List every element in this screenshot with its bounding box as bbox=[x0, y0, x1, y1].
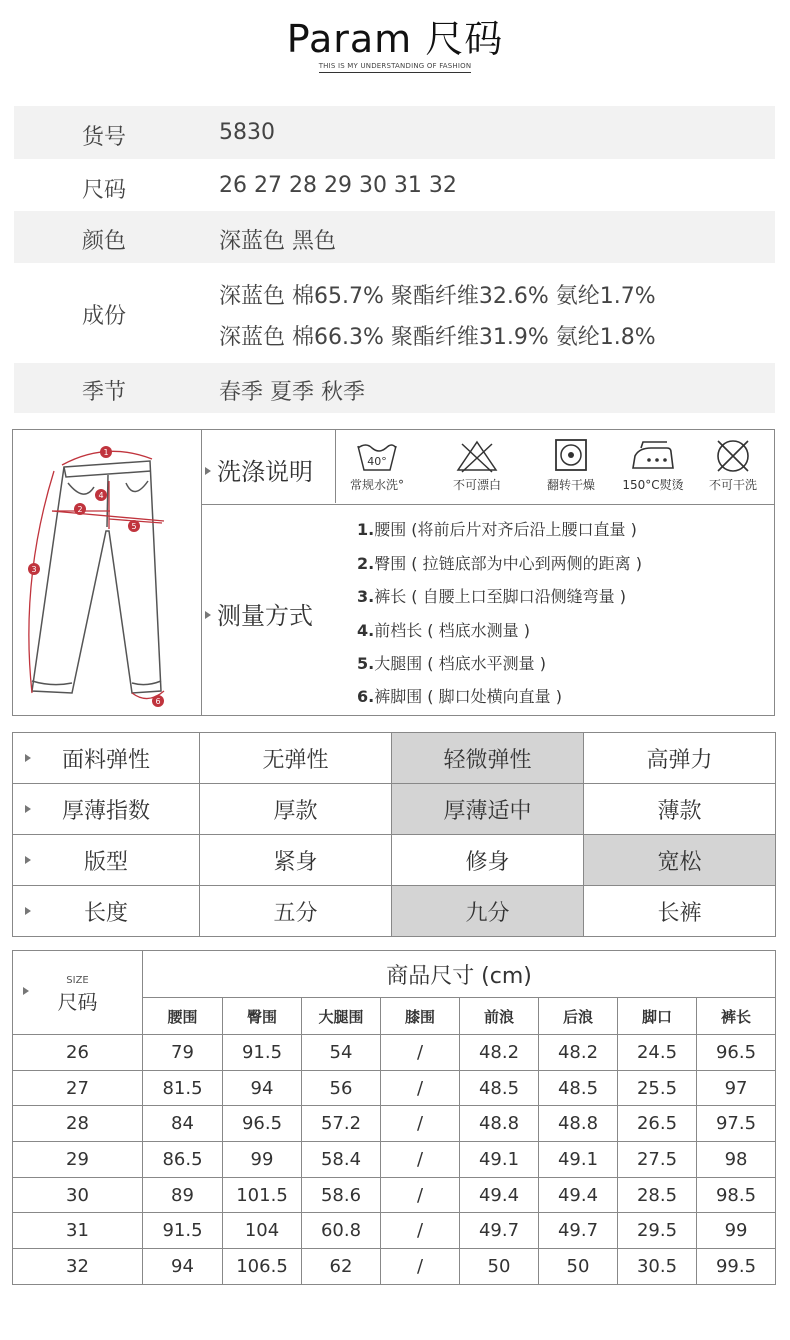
size-value-cell: 89 bbox=[143, 1177, 223, 1213]
size-value-cell: 97.5 bbox=[697, 1106, 776, 1142]
measure-text: 腰围 (将前后片对齐后沿上腰口直量 ) bbox=[374, 520, 637, 539]
measure-title bbox=[205, 596, 313, 631]
size-value-cell: 48.5 bbox=[460, 1070, 539, 1106]
size-label-cell: 29 bbox=[13, 1142, 143, 1178]
triangle-icon bbox=[25, 856, 31, 864]
size-value-cell: 96.5 bbox=[223, 1106, 302, 1142]
measure-num: 2. bbox=[357, 554, 375, 573]
measure-text: 前档长 ( 档底水测量 ) bbox=[374, 621, 530, 640]
size-value-cell: / bbox=[381, 1035, 460, 1071]
size-value-cell: 48.8 bbox=[460, 1106, 539, 1142]
size-value-cell: 98.5 bbox=[697, 1177, 776, 1213]
size-value-cell: 25.5 bbox=[618, 1070, 697, 1106]
size-value-cell: 106.5 bbox=[223, 1249, 302, 1285]
size-value-cell: 60.8 bbox=[302, 1213, 381, 1249]
attribute-option: 长裤 bbox=[584, 886, 776, 937]
tumble-dry-icon bbox=[548, 438, 594, 474]
care-label: 不可漂白 bbox=[452, 478, 501, 492]
table-row bbox=[13, 1035, 776, 1071]
triangle-icon bbox=[25, 805, 31, 813]
size-column-header: 膝围 bbox=[381, 998, 460, 1035]
size-value-cell: 49.1 bbox=[539, 1142, 618, 1178]
size-label-cell: 31 bbox=[13, 1213, 143, 1249]
size-value-cell: 57.2 bbox=[302, 1106, 381, 1142]
size-value-cell: 79 bbox=[143, 1035, 223, 1071]
table-row bbox=[13, 1070, 776, 1106]
size-value-cell: 56 bbox=[302, 1070, 381, 1106]
size-table bbox=[12, 950, 776, 1285]
diagram-marker-4: 4 bbox=[98, 491, 104, 500]
info-label: 季节 bbox=[82, 380, 127, 405]
size-value-cell: 48.5 bbox=[539, 1070, 618, 1106]
care-label: 不可干洗 bbox=[708, 478, 757, 492]
attribute-option: 修身 bbox=[392, 835, 584, 886]
attribute-label bbox=[13, 835, 200, 886]
triangle-icon bbox=[205, 467, 211, 475]
care-label: 翻转干燥 bbox=[546, 478, 595, 492]
care-title-text: 洗涤说明 bbox=[217, 458, 313, 486]
size-value-cell: 49.7 bbox=[460, 1213, 539, 1249]
size-value-cell: 54 bbox=[302, 1035, 381, 1071]
no-dry-clean-icon bbox=[710, 438, 756, 474]
size-value-cell: 99 bbox=[223, 1142, 302, 1178]
table-row bbox=[13, 1177, 776, 1213]
info-value: 深蓝色 棉65.7% 聚酯纤维32.6% 氨纶1.7% bbox=[219, 284, 656, 309]
size-value-cell: 28.5 bbox=[618, 1177, 697, 1213]
size-value-cell: 104 bbox=[223, 1213, 302, 1249]
info-row-color bbox=[14, 211, 775, 263]
measure-text: 臀围 ( 拉链底部为中心到两侧的距离 ) bbox=[374, 554, 642, 573]
size-value-cell: / bbox=[381, 1070, 460, 1106]
info-value-2: 深蓝色 棉66.3% 聚酯纤维31.9% 氨纶1.8% bbox=[219, 325, 656, 350]
size-value-cell: / bbox=[381, 1177, 460, 1213]
info-label: 货号 bbox=[82, 125, 127, 150]
diagram-marker-2: 2 bbox=[77, 505, 83, 514]
measure-item bbox=[357, 684, 562, 707]
measure-title-text: 测量方式 bbox=[217, 602, 313, 630]
table-row bbox=[13, 1142, 776, 1178]
measure-item bbox=[357, 551, 642, 574]
size-value-cell: 26.5 bbox=[618, 1106, 697, 1142]
size-value-cell: 91.5 bbox=[223, 1035, 302, 1071]
table-row bbox=[13, 1106, 776, 1142]
triangle-icon bbox=[25, 754, 31, 762]
care-item-wash bbox=[337, 438, 417, 493]
divider bbox=[335, 430, 336, 503]
size-header-en: SIZE bbox=[66, 974, 89, 986]
care-label: 常规水洗° bbox=[349, 478, 404, 492]
attribute-row bbox=[13, 784, 776, 835]
attribute-option: 厚款 bbox=[200, 784, 392, 835]
measure-text: 大腿围 ( 档底水平测量 ) bbox=[374, 654, 546, 673]
care-item-no-bleach bbox=[437, 438, 517, 493]
measure-text: 裤长 ( 自腰上口至脚口沿侧缝弯量 ) bbox=[374, 587, 626, 606]
size-value-cell: 29.5 bbox=[618, 1213, 697, 1249]
size-value-cell: 99 bbox=[697, 1213, 776, 1249]
size-value-cell: 98 bbox=[697, 1142, 776, 1178]
diagram-marker-1: 1 bbox=[103, 448, 109, 457]
attribute-option: 轻微弹性 bbox=[392, 733, 584, 784]
measure-num: 4. bbox=[357, 621, 375, 640]
attribute-label bbox=[13, 784, 200, 835]
attribute-label-text: 长度 bbox=[83, 900, 128, 926]
attribute-option: 五分 bbox=[200, 886, 392, 937]
attribute-row bbox=[13, 835, 776, 886]
attribute-option: 厚薄适中 bbox=[392, 784, 584, 835]
info-value: 春季 夏季 秋季 bbox=[219, 380, 365, 405]
measure-item bbox=[357, 651, 546, 674]
size-value-cell: 97 bbox=[697, 1070, 776, 1106]
attribute-option: 九分 bbox=[392, 886, 584, 937]
attribute-label-text: 面料弹性 bbox=[61, 747, 150, 773]
size-value-cell: / bbox=[381, 1106, 460, 1142]
attribute-row bbox=[13, 886, 776, 937]
page-subtitle bbox=[0, 62, 790, 70]
measure-item bbox=[357, 517, 637, 540]
size-value-cell: 49.7 bbox=[539, 1213, 618, 1249]
attribute-option: 宽松 bbox=[584, 835, 776, 886]
size-value-cell: 58.6 bbox=[302, 1177, 381, 1213]
measure-num: 5. bbox=[357, 654, 375, 673]
wash-temp-text: 40° bbox=[367, 455, 387, 468]
no-bleach-icon bbox=[454, 438, 500, 474]
size-column-header: 裤长 bbox=[697, 998, 776, 1035]
size-column-header: 腰围 bbox=[143, 998, 223, 1035]
attribute-label bbox=[13, 733, 200, 784]
size-column-header: 臀围 bbox=[223, 998, 302, 1035]
info-value: 26 27 28 29 30 31 32 bbox=[219, 173, 457, 198]
info-label: 尺码 bbox=[82, 178, 127, 203]
size-value-cell: 48.2 bbox=[539, 1035, 618, 1071]
measure-num: 3. bbox=[357, 587, 375, 606]
measure-item bbox=[357, 618, 530, 641]
triangle-icon bbox=[25, 907, 31, 915]
attribute-option: 无弹性 bbox=[200, 733, 392, 784]
size-label-cell: 28 bbox=[13, 1106, 143, 1142]
page-title: Param 尺码 bbox=[286, 17, 504, 61]
size-value-cell: 62 bbox=[302, 1249, 381, 1285]
info-label: 颜色 bbox=[82, 229, 127, 254]
table-row bbox=[13, 1213, 776, 1249]
size-value-cell: 50 bbox=[539, 1249, 618, 1285]
size-column-header: 后浪 bbox=[539, 998, 618, 1035]
attribute-option: 薄款 bbox=[584, 784, 776, 835]
diagram-marker-5: 5 bbox=[131, 522, 137, 531]
table-row bbox=[13, 1249, 776, 1285]
measure-num: 1. bbox=[357, 520, 375, 539]
size-value-cell: 94 bbox=[143, 1249, 223, 1285]
divider bbox=[201, 504, 774, 505]
care-item-no-dry-clean bbox=[693, 438, 773, 493]
measure-item bbox=[357, 584, 626, 607]
care-item-iron bbox=[613, 438, 693, 493]
info-row-season bbox=[14, 363, 775, 413]
care-item-tumble-dry bbox=[531, 438, 611, 493]
measure-text: 裤脚围 ( 脚口处横向直量 ) bbox=[374, 687, 562, 706]
size-value-cell: 24.5 bbox=[618, 1035, 697, 1071]
size-column-header: 大腿围 bbox=[302, 998, 381, 1035]
attribute-option: 高弹力 bbox=[584, 733, 776, 784]
divider bbox=[201, 430, 202, 715]
pants-diagram-icon bbox=[14, 431, 200, 716]
wash-40-icon bbox=[354, 438, 400, 474]
attribute-label-text: 版型 bbox=[83, 849, 128, 875]
measure-num: 6. bbox=[357, 687, 375, 706]
iron-icon bbox=[627, 438, 679, 474]
size-header-zh: 尺码 bbox=[57, 989, 98, 1014]
size-value-cell: 30.5 bbox=[618, 1249, 697, 1285]
size-value-cell: 58.4 bbox=[302, 1142, 381, 1178]
attribute-label-text: 厚薄指数 bbox=[61, 798, 150, 824]
size-column-header: 前浪 bbox=[460, 998, 539, 1035]
size-value-cell: 86.5 bbox=[143, 1142, 223, 1178]
diagram-marker-6: 6 bbox=[155, 697, 161, 706]
info-label: 成份 bbox=[82, 304, 127, 329]
size-value-cell: / bbox=[381, 1213, 460, 1249]
size-value-cell: 101.5 bbox=[223, 1177, 302, 1213]
attribute-option: 紧身 bbox=[200, 835, 392, 886]
size-table-title: 商品尺寸 (cm) bbox=[143, 951, 776, 998]
size-value-cell: 81.5 bbox=[143, 1070, 223, 1106]
attribute-row bbox=[13, 733, 776, 784]
subtitle-text: THIS IS MY UNDERSTANDING OF FASHION bbox=[319, 62, 472, 73]
size-value-cell: 91.5 bbox=[143, 1213, 223, 1249]
size-column-header: 脚口 bbox=[618, 998, 697, 1035]
triangle-icon bbox=[205, 611, 211, 619]
care-measure-box bbox=[12, 429, 775, 716]
size-value-cell: 49.1 bbox=[460, 1142, 539, 1178]
triangle-icon bbox=[23, 987, 29, 995]
size-value-cell: 27.5 bbox=[618, 1142, 697, 1178]
size-value-cell: 50 bbox=[460, 1249, 539, 1285]
size-label-cell: 30 bbox=[13, 1177, 143, 1213]
info-value: 深蓝色 黑色 bbox=[219, 229, 336, 254]
size-value-cell: 49.4 bbox=[460, 1177, 539, 1213]
size-label-cell: 27 bbox=[13, 1070, 143, 1106]
size-header-cell bbox=[13, 951, 143, 1035]
attribute-label bbox=[13, 886, 200, 937]
diagram-marker-3: 3 bbox=[31, 565, 37, 574]
size-label-cell: 32 bbox=[13, 1249, 143, 1285]
size-value-cell: 48.2 bbox=[460, 1035, 539, 1071]
info-row-item-no bbox=[14, 106, 775, 159]
size-value-cell: 84 bbox=[143, 1106, 223, 1142]
size-value-cell: 48.8 bbox=[539, 1106, 618, 1142]
size-label-cell: 26 bbox=[13, 1035, 143, 1071]
info-value: 5830 bbox=[219, 120, 275, 145]
size-value-cell: 49.4 bbox=[539, 1177, 618, 1213]
size-value-cell: 96.5 bbox=[697, 1035, 776, 1071]
care-label: 150°C熨烫 bbox=[622, 478, 684, 492]
care-title bbox=[205, 452, 313, 487]
attributes-table bbox=[12, 732, 776, 937]
info-row-composition bbox=[14, 263, 775, 363]
size-value-cell: 99.5 bbox=[697, 1249, 776, 1285]
size-value-cell: 94 bbox=[223, 1070, 302, 1106]
size-value-cell: / bbox=[381, 1142, 460, 1178]
info-row-size bbox=[14, 159, 775, 211]
size-value-cell: / bbox=[381, 1249, 460, 1285]
